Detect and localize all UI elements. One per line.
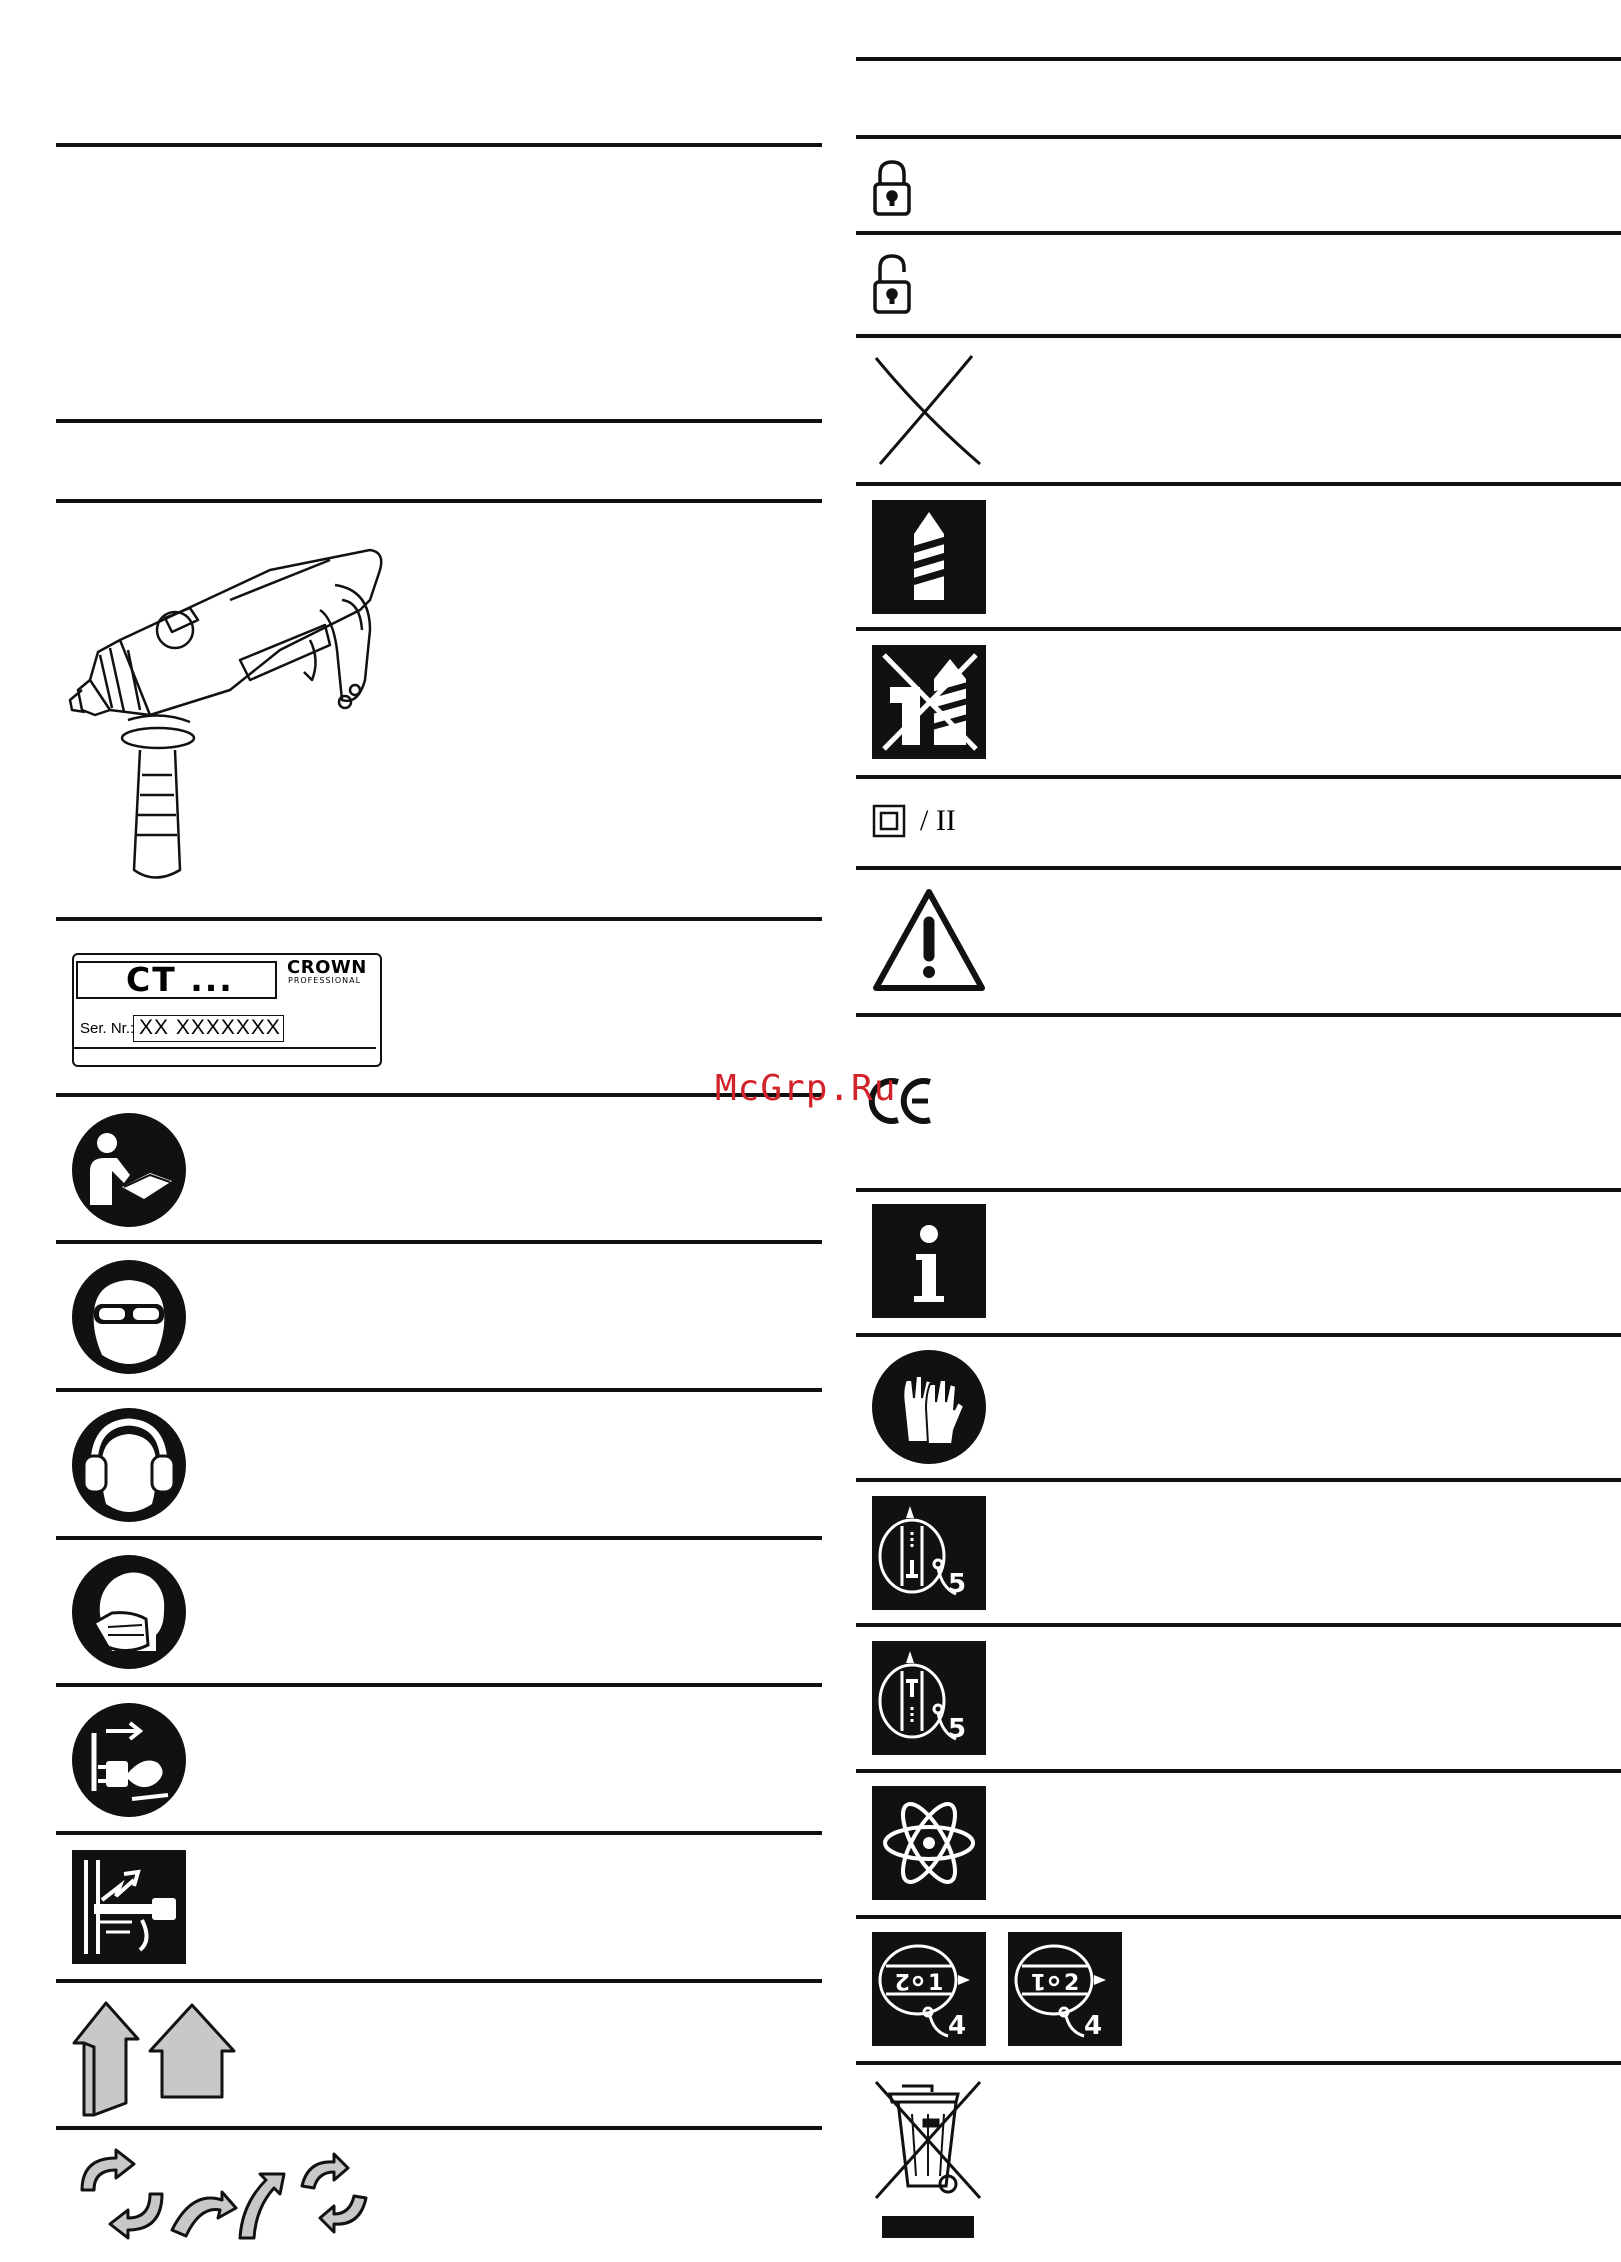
svg-text:2: 2 [1064, 1971, 1080, 1996]
lock-closed-icon [872, 158, 912, 218]
class-ii-icon [872, 804, 906, 838]
divider [856, 1915, 1621, 1919]
divider [856, 866, 1621, 870]
divider [856, 482, 1621, 486]
nameplate-brand-sub: PROFESSIONAL [288, 976, 362, 985]
divider [856, 231, 1621, 235]
nameplate-line [74, 1047, 376, 1049]
svg-text:4: 4 [948, 2011, 967, 2041]
watermark: McGrp.Ru [715, 1068, 897, 1109]
nameplate-model: CT ... [126, 960, 234, 999]
divider [56, 499, 822, 503]
nameplate-brand: CROWN [287, 957, 367, 978]
divider [56, 2126, 822, 2130]
divider [56, 1536, 822, 1540]
class-ii-label: / II [920, 804, 956, 837]
eye-protection-icon [72, 1260, 186, 1374]
no-impact-mode-icon [872, 645, 986, 759]
rotation-arrows-icon [72, 2150, 382, 2240]
divider [56, 419, 822, 423]
svg-text:1: 1 [1030, 1968, 1046, 1993]
divider [856, 57, 1621, 61]
gear-selector-icon [872, 1932, 986, 2046]
divider [856, 2061, 1621, 2065]
speed-dial-icon [872, 1496, 986, 1610]
divider [856, 1188, 1621, 1192]
nameplate-serial-label: Ser. Nr.: [80, 1020, 135, 1037]
gear-selector-2-icon [1008, 1932, 1122, 2046]
lock-open-icon [872, 254, 912, 316]
hidden-wires-warning-icon [72, 1850, 186, 1964]
divider [856, 627, 1621, 631]
svg-text:5: 5 [948, 1714, 967, 1744]
divider [56, 917, 822, 921]
divider [856, 135, 1621, 139]
cross-icon [872, 354, 982, 466]
drilling-mode-icon [872, 500, 986, 614]
divider [856, 775, 1621, 779]
divider [856, 1333, 1621, 1337]
divider [56, 1240, 822, 1244]
ear-protection-icon [72, 1408, 186, 1522]
divider [856, 1769, 1621, 1773]
divider [56, 1979, 822, 1983]
atom-icon [872, 1786, 986, 1900]
arrows-up-icon [72, 1997, 242, 2117]
warning-triangle-icon [872, 888, 986, 992]
read-manual-icon [72, 1113, 186, 1227]
divider [856, 1623, 1621, 1627]
weee-bin-icon [872, 2078, 986, 2248]
gloves-icon [872, 1350, 986, 1464]
divider [856, 1478, 1621, 1482]
speed-dial-t-icon [872, 1641, 986, 1755]
svg-text:5: 5 [948, 1569, 967, 1599]
nameplate-serial-value: XX XXXXXXX [139, 1016, 281, 1039]
divider [56, 1831, 822, 1835]
divider [856, 334, 1621, 338]
dust-mask-icon [72, 1555, 186, 1669]
info-icon [872, 1204, 986, 1318]
svg-text:1: 1 [928, 1971, 944, 1996]
divider [56, 1388, 822, 1392]
svg-text:4: 4 [1084, 2011, 1103, 2041]
drill-illustration [80, 540, 400, 880]
svg-text:2: 2 [894, 1968, 910, 1993]
divider [56, 1683, 822, 1687]
unplug-before-service-icon [72, 1703, 186, 1817]
divider [856, 1013, 1621, 1017]
divider [56, 143, 822, 147]
divider [56, 1093, 822, 1097]
